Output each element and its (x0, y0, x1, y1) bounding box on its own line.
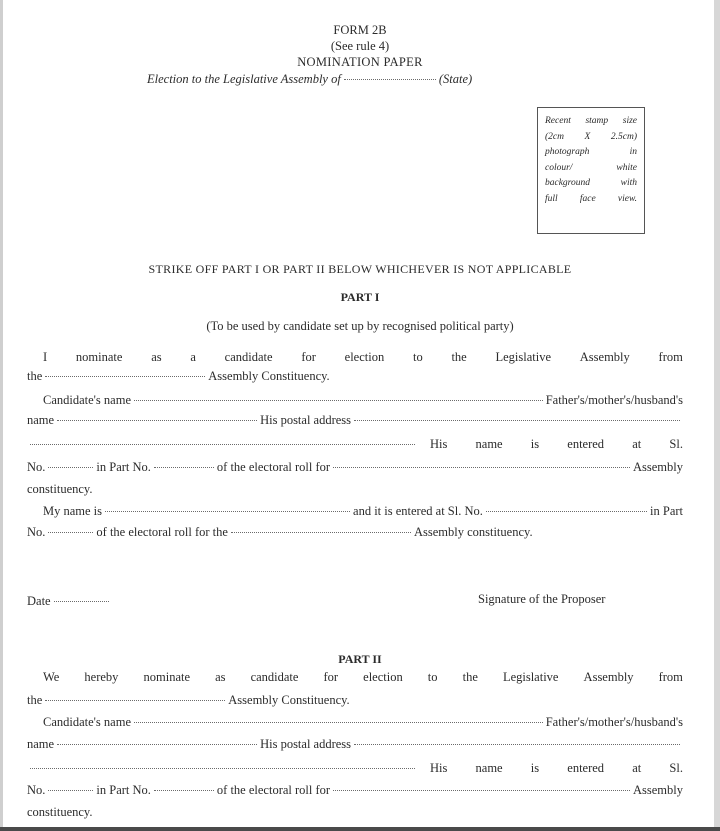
p1-part-no-label: in Part No. (96, 460, 151, 474)
p2-word: We (43, 670, 60, 684)
p2-assembly-label: Assembly (633, 783, 683, 797)
p1-in-part-label: in Part (650, 504, 683, 518)
part-2-line-6 (27, 782, 683, 798)
p1-word: Sl. (669, 437, 683, 451)
p1-word: the (451, 350, 467, 364)
p1-word: as (151, 350, 162, 364)
part-1-line-9 (27, 524, 683, 540)
photo-instruction-5: background with (545, 178, 637, 188)
part-1-line-4 (27, 412, 683, 428)
photo-instruction-3: photograph in (545, 147, 637, 157)
form-title: NOMINATION PAPER (297, 55, 423, 69)
p1-assembly-label: Assembly (633, 460, 683, 474)
p2-word: His (430, 761, 448, 775)
photo-instruction-1: Recent stamp size (545, 116, 637, 126)
page-right-edge (714, 0, 720, 831)
p2-word: entered (567, 761, 605, 775)
election-suffix: (State) (438, 72, 473, 86)
p2-word: Assembly (583, 670, 634, 684)
part-2-line-2 (27, 692, 683, 708)
p2-word: Legislative (502, 670, 559, 684)
part-1-line-3 (43, 392, 683, 408)
part-1-line-8 (43, 503, 683, 519)
part-2-line-4 (27, 736, 683, 752)
part-2-heading: PART II (338, 652, 382, 666)
election-line (147, 72, 567, 87)
p2-constituency-blank[interactable] (45, 700, 225, 701)
page-left-edge (0, 0, 3, 831)
p2-constituency-label: Assembly Constituency. (228, 693, 350, 707)
p1-roll-blank[interactable] (333, 467, 630, 468)
p1-my-name-blank[interactable] (105, 511, 350, 512)
rule-reference: (See rule 4) (330, 39, 390, 53)
p2-no-label: No. (27, 783, 46, 797)
part-1-line-1 (43, 349, 683, 365)
p2-postal-blank[interactable] (354, 744, 680, 745)
p1-address-blank[interactable] (30, 444, 415, 445)
part-2-line-7 (27, 804, 683, 820)
p1-word: at (632, 437, 642, 451)
p1-no-label-2: No. (27, 525, 46, 539)
part-2-line-1 (43, 669, 683, 685)
p2-entered-words (430, 760, 683, 776)
p1-my-part-blank[interactable] (48, 532, 93, 533)
p2-word: hereby (84, 670, 119, 684)
p2-word: Sl. (669, 761, 683, 775)
p2-word: is (530, 761, 540, 775)
photo-instruction-6: full face view. (545, 193, 637, 204)
p2-candidate-name-blank[interactable] (134, 722, 543, 723)
photo-instruction-2: (2cm X 2.5cm) (545, 131, 637, 142)
p2-candidate-name-label: Candidate's name (43, 715, 131, 729)
p2-address-blank[interactable] (30, 768, 415, 769)
p1-my-roll-blank[interactable] (231, 532, 411, 533)
p2-constituency-word: constituency. (27, 805, 93, 819)
p1-constituency-word: constituency. (27, 482, 93, 496)
p1-postal-label: His postal address (260, 413, 352, 427)
p1-signature-label: Signature of the Proposer (478, 592, 606, 606)
part-1-line-6 (27, 459, 683, 475)
p2-word: the (462, 670, 478, 684)
p2-word: at (632, 761, 642, 775)
p2-part-no-label: in Part No. (96, 783, 151, 797)
p1-word: to (412, 350, 423, 364)
p1-word: Assembly (579, 350, 630, 364)
p1-word: name (475, 437, 503, 451)
p1-no-label: No. (27, 460, 46, 474)
part-1-heading: PART I (340, 290, 380, 304)
p2-word: name (475, 761, 503, 775)
p2-word: nominate (143, 670, 191, 684)
p1-constituency-label: Assembly Constituency. (208, 369, 330, 383)
p2-roll-label: of the electoral roll for (216, 783, 331, 797)
p1-assembly-constituency-label: Assembly constituency. (413, 525, 533, 539)
p1-date-line (27, 594, 177, 609)
p2-parent-name-blank[interactable] (57, 744, 257, 745)
p1-constituency-blank[interactable] (45, 376, 205, 377)
p1-word: a (190, 350, 196, 364)
p1-word: nominate (75, 350, 123, 364)
p1-word: Legislative (495, 350, 552, 364)
p2-word: from (658, 670, 683, 684)
part-1-line-7 (27, 481, 683, 497)
p2-name-label: name (27, 737, 55, 751)
p2-serial-blank[interactable] (48, 790, 93, 791)
p1-roll-label-2: of the electoral roll for the (96, 525, 228, 539)
p1-word: candidate (224, 350, 273, 364)
p1-name-label: name (27, 413, 55, 427)
p1-candidate-name-blank[interactable] (134, 400, 543, 401)
strike-off-instruction: STRIKE OFF PART I OR PART II BELOW WHICHEVER IS NOT APPLICABLE (148, 262, 572, 276)
p1-word: for (301, 350, 316, 364)
part-1-line-2 (27, 368, 683, 384)
p1-entered-label: and it is entered at Sl. No. (353, 504, 483, 518)
part-2-line-5 (27, 760, 683, 776)
p1-word: His (430, 437, 448, 451)
p1-roll-label: of the electoral roll for (216, 460, 331, 474)
p2-part-no-blank[interactable] (154, 790, 214, 791)
part-2-line-3 (43, 714, 683, 730)
p2-roll-blank[interactable] (333, 790, 630, 791)
p1-postal-blank[interactable] (354, 420, 680, 421)
p2-parent-label: Father's/mother's/husband's (545, 715, 683, 729)
p1-date-blank[interactable] (54, 601, 109, 602)
state-blank[interactable] (344, 79, 436, 80)
p1-part-no-blank[interactable] (154, 467, 214, 468)
p1-entered-words (430, 436, 683, 452)
p1-word: entered (567, 437, 605, 451)
p1-word: from (658, 350, 683, 364)
p2-word: to (427, 670, 438, 684)
photograph-box[interactable] (537, 107, 645, 234)
p1-parent-label: Father's/mother's/husband's (545, 393, 683, 407)
page-bottom-rule (0, 827, 720, 831)
p1-parent-name-blank[interactable] (57, 420, 257, 421)
p1-my-serial-blank[interactable] (486, 511, 647, 512)
p2-word: as (215, 670, 226, 684)
p1-serial-blank[interactable] (48, 467, 93, 468)
p1-my-name-label: My name is (43, 504, 103, 518)
p1-date-label: Date (27, 594, 51, 608)
p1-the: the (27, 369, 43, 383)
election-prefix: Election to the Legislative Assembly of (147, 72, 341, 86)
part-1-subheading: (To be used by candidate set up by recognised political party) (206, 319, 514, 333)
part-1-line-5 (27, 436, 683, 452)
p1-candidate-name-label: Candidate's name (43, 393, 131, 407)
p1-word: I (43, 350, 48, 364)
p1-word: is (530, 437, 540, 451)
p2-word: candidate (250, 670, 299, 684)
p2-word: election (363, 670, 403, 684)
p2-postal-label: His postal address (260, 737, 352, 751)
photo-instruction-4: colour/ white (545, 162, 637, 173)
form-number: FORM 2B (333, 23, 387, 37)
p1-word: election (344, 350, 385, 364)
p2-word: for (323, 670, 339, 684)
p2-the: the (27, 693, 43, 707)
